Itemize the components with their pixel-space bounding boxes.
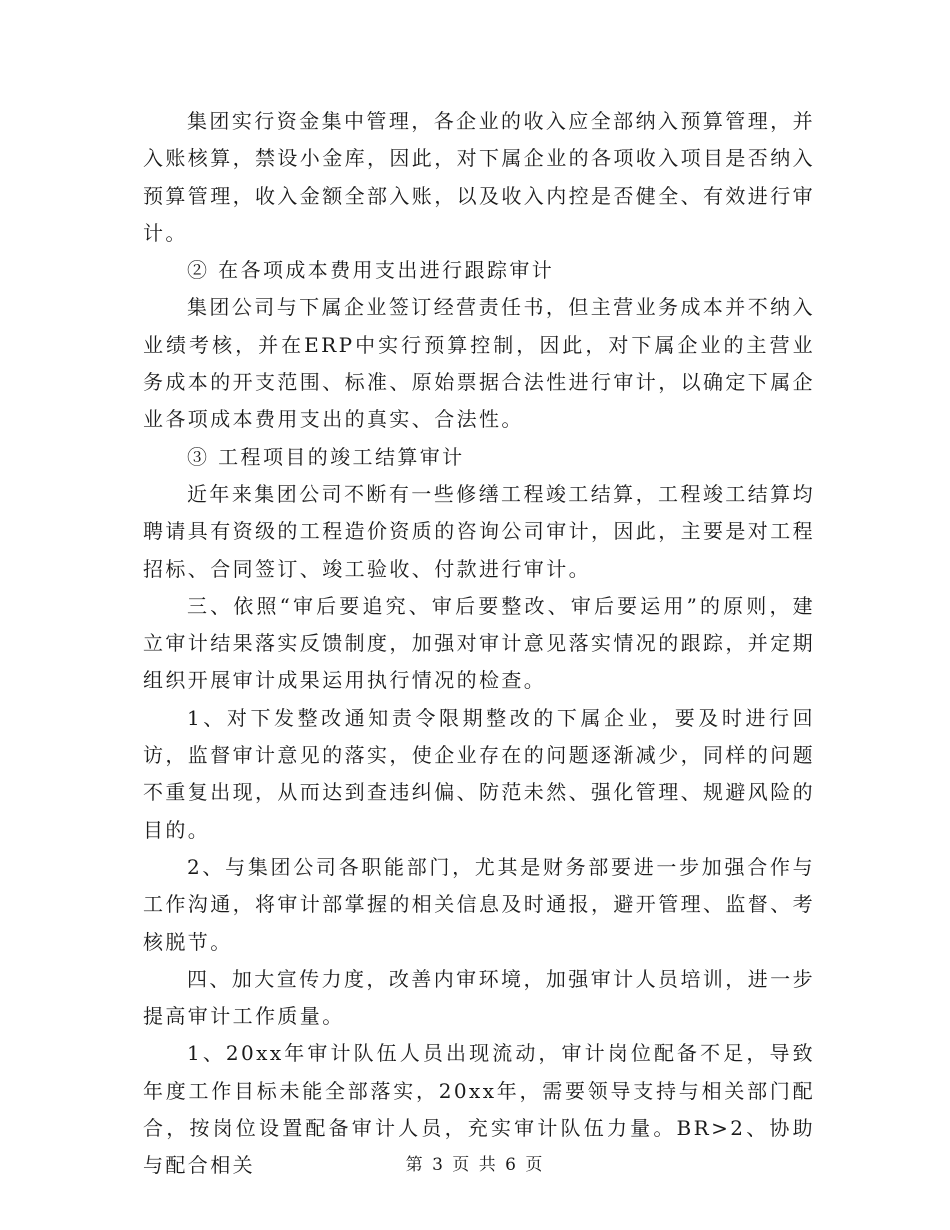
paragraph-rectification: 1、对下发整改通知责令限期整改的下属企业，要及时进行回访，监督审计意见的落实，使企业存在的问题逐渐减少，同样的问题不重复出现，从而达到查违纠偏、防范未然、强化管理、规避风险的目的。 [143, 705, 815, 842]
paragraph-cooperation: 2、与集团公司各职能部门，尤其是财务部要进一步加强合作与工作沟通，将审计部掌握的相关信息及时通报，避开管理、监督、考核脱节。 [143, 854, 815, 954]
section-three: 三、依照“审后要追究、审后要整改、审后要运用”的原则，建立审计结果落实反馈制度，加强对审计意见落实情况的跟踪，并定期组织开展审计成果运用执行情况的检查。 [143, 593, 815, 693]
paragraph-cost-audit: 集团公司与下属企业签订经营责任书，但主营业务成本并不纳入业绩考核，并在ERP中实行预算控制，因此，对下属企业的主营业务成本的开支范围、标准、原始票据合法性进行审计，以确定下属企业各项成本费用支出的真实、合法性。 [143, 295, 815, 432]
section-four: 四、加大宣传力度，改善内审环境，加强审计人员培训，进一步提高审计工作质量。 [143, 966, 815, 1029]
page-number-footer: 第 3 页 共 6 页 [405, 1155, 545, 1175]
paragraph-project-audit: 近年来集团公司不断有一些修缮工程竣工结算，工程竣工结算均聘请具有资级的工程造价资质的咨询公司审计，因此，主要是对工程招标、合同签订、竣工验收、付款进行审计。 [143, 481, 815, 581]
paragraph-income-audit: 集团实行资金集中管理，各企业的收入应全部纳入预算管理，并入账核算，禁设小金库，因此，对下属企业的各项收入项目是否纳入预算管理，收入金额全部入账，以及收入内控是否健全、有效进行审计。 [143, 109, 815, 245]
paragraph-staffing: 1、20xx年审计队伍人员出现流动，审计岗位配备不足，导致年度工作目标未能全部落实，20xx年，需要领导支持与相关部门配合，按岗位设置配备审计人员，充实审计队伍力量。BR>2、协助与配合相关 [143, 1041, 815, 1178]
heading-project-audit: ③ 工程项目的竣工结算审计 [187, 444, 465, 469]
document-body [143, 103, 815, 1185]
heading-cost-audit: ② 在各项成本费用支出进行跟踪审计 [187, 258, 555, 283]
